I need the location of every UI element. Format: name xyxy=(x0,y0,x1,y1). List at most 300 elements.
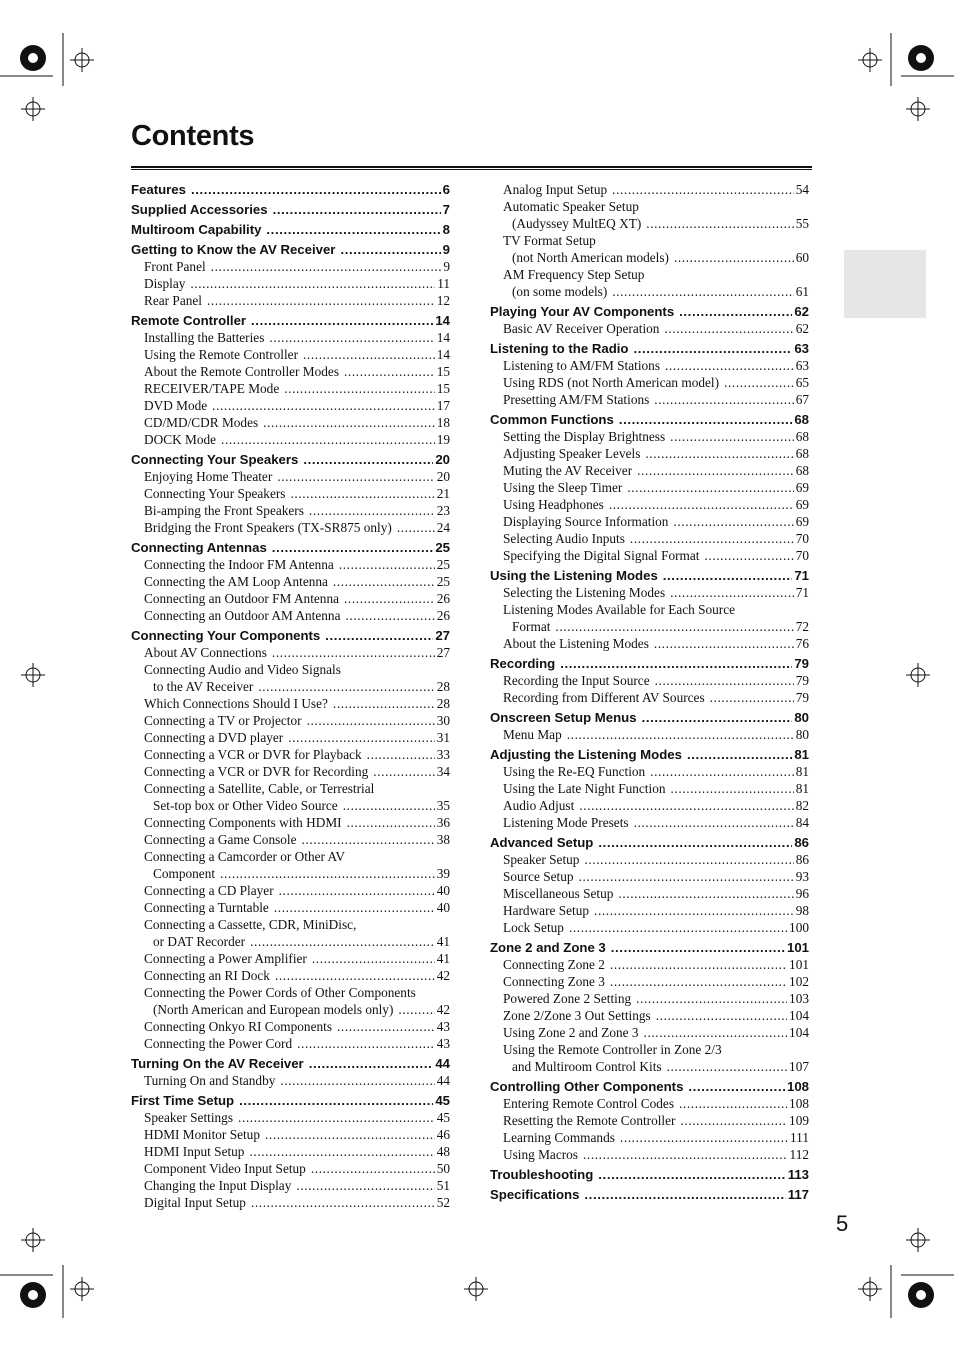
toc-entry-title: DVD Mode xyxy=(144,398,208,413)
toc-page-number: 70 xyxy=(795,531,809,546)
toc-entry-title: Format xyxy=(512,619,551,634)
toc-page-number: 11 xyxy=(437,276,450,291)
toc-entry[interactable] xyxy=(490,1058,809,1075)
toc-entry-title: Learning Commands xyxy=(503,1130,615,1145)
toc-entry-title: Presetting AM/FM Stations xyxy=(503,392,650,407)
toc-entry[interactable] xyxy=(490,814,809,831)
dot-leader xyxy=(373,763,434,780)
toc-entry[interactable] xyxy=(490,513,809,530)
toc-entry-title: Displaying Source Information xyxy=(503,514,669,529)
dot-leader xyxy=(238,1109,435,1126)
dot-leader xyxy=(611,939,785,956)
toc-entry-title: Basic AV Receiver Operation xyxy=(503,321,660,336)
toc-section[interactable] xyxy=(131,1055,450,1072)
toc-entry[interactable] xyxy=(490,232,809,249)
toc-entry[interactable] xyxy=(490,635,809,652)
toc-page-number: 50 xyxy=(436,1161,450,1176)
toc-entry-title: Display xyxy=(144,276,186,291)
dot-leader xyxy=(567,726,794,743)
toc-page-number: 24 xyxy=(436,520,450,535)
dot-leader xyxy=(704,547,793,564)
toc-section[interactable] xyxy=(131,181,450,198)
toc-entry-title: RECEIVER/TAPE Mode xyxy=(144,381,280,396)
toc-section[interactable] xyxy=(131,451,450,468)
toc-entry[interactable] xyxy=(490,868,809,885)
toc-page-number: 25 xyxy=(436,557,450,572)
toc-entry[interactable] xyxy=(490,689,809,706)
toc-entry[interactable] xyxy=(490,1146,809,1163)
toc-entry-title: Source Setup xyxy=(503,869,574,884)
toc-section[interactable] xyxy=(490,939,809,956)
toc-entry-title: Recording the Input Source xyxy=(503,673,650,688)
dot-leader xyxy=(637,462,794,479)
toc-section[interactable] xyxy=(131,539,450,556)
toc-section[interactable] xyxy=(131,221,450,238)
toc-entry-title: Connecting a CD Player xyxy=(144,883,274,898)
toc-page-number: 14 xyxy=(435,313,450,328)
dot-leader xyxy=(266,221,440,238)
toc-entry-title: Connecting a Turntable xyxy=(144,900,269,915)
toc-entry[interactable] xyxy=(131,346,450,363)
dot-leader xyxy=(584,851,793,868)
dot-leader xyxy=(609,496,794,513)
toc-entry[interactable] xyxy=(490,391,809,408)
toc-section[interactable] xyxy=(490,1166,809,1183)
dot-leader xyxy=(650,763,794,780)
toc-page-number: 26 xyxy=(436,591,450,606)
dot-leader xyxy=(663,567,793,584)
toc-entry[interactable] xyxy=(490,780,809,797)
toc-entry[interactable] xyxy=(131,1194,450,1211)
toc-entry-title: Component Video Input Setup xyxy=(144,1161,306,1176)
toc-entry[interactable] xyxy=(490,1129,809,1146)
dot-leader xyxy=(274,899,435,916)
toc-page-number: 9 xyxy=(442,242,450,257)
toc-page-number: 62 xyxy=(794,304,809,319)
toc-entry[interactable] xyxy=(490,618,809,635)
toc-entry[interactable] xyxy=(490,547,809,564)
toc-entry-title: Using the Sleep Timer xyxy=(503,480,623,495)
toc-page-number: 40 xyxy=(436,900,450,915)
toc-page-number: 12 xyxy=(436,293,450,308)
toc-entry-title: Entering Remote Control Codes xyxy=(503,1096,674,1111)
toc-entry[interactable] xyxy=(131,258,450,275)
toc-page-number: 28 xyxy=(436,696,450,711)
toc-page-number: 68 xyxy=(795,463,809,478)
toc-entry[interactable] xyxy=(131,607,450,624)
dot-leader xyxy=(275,967,435,984)
toc-entry-title: Connecting Your Components xyxy=(131,628,321,643)
toc-entry-title: Menu Map xyxy=(503,727,562,742)
toc-entry[interactable] xyxy=(490,215,809,232)
toc-page-number: 69 xyxy=(795,497,809,512)
toc-entry-title: HDMI Input Setup xyxy=(144,1144,245,1159)
toc-page-number: 44 xyxy=(435,1056,450,1071)
toc-page-number: 43 xyxy=(436,1019,450,1034)
dot-leader xyxy=(251,1194,435,1211)
toc-entry[interactable] xyxy=(131,502,450,519)
toc-page-number: 25 xyxy=(436,574,450,589)
toc-page-number: 44 xyxy=(436,1073,450,1088)
toc-entry-title: Using RDS (not North American model) xyxy=(503,375,720,390)
toc-page-number: 48 xyxy=(436,1144,450,1159)
toc-page-number: 20 xyxy=(435,452,450,467)
toc-section[interactable] xyxy=(490,1078,809,1095)
toc-entry[interactable] xyxy=(131,984,450,1001)
toc-section[interactable] xyxy=(131,312,450,329)
toc-entry[interactable] xyxy=(131,468,450,485)
dot-leader xyxy=(307,712,435,729)
dot-leader xyxy=(190,275,435,292)
toc-entry[interactable] xyxy=(131,1001,450,1018)
toc-section[interactable] xyxy=(131,1092,450,1109)
toc-section[interactable] xyxy=(490,340,809,357)
toc-entry[interactable] xyxy=(490,851,809,868)
toc-entry-title: Using Macros xyxy=(503,1147,578,1162)
dot-leader xyxy=(333,573,435,590)
page-title: Contents xyxy=(131,120,255,152)
toc-page-number: 98 xyxy=(795,903,809,918)
toc-entry-title: Connecting Onkyo RI Components xyxy=(144,1019,332,1034)
toc-entry-title: DOCK Mode xyxy=(144,432,217,447)
toc-entry[interactable] xyxy=(490,1041,809,1058)
toc-page-number: 108 xyxy=(789,1096,809,1111)
toc-page-number: 27 xyxy=(436,645,450,660)
toc-page-number: 80 xyxy=(795,727,809,742)
toc-page-number: 31 xyxy=(436,730,450,745)
toc-entry[interactable] xyxy=(131,950,450,967)
toc-entry[interactable] xyxy=(131,292,450,309)
toc-entry[interactable] xyxy=(131,590,450,607)
toc-entry-title: (on some models) xyxy=(512,284,608,299)
dot-leader xyxy=(680,1112,787,1129)
toc-entry[interactable] xyxy=(490,181,809,198)
toc-entry-title: Rear Panel xyxy=(144,293,202,308)
toc-section[interactable] xyxy=(490,567,809,584)
toc-entry[interactable] xyxy=(490,320,809,337)
dot-leader xyxy=(279,882,435,899)
toc-entry[interactable] xyxy=(131,780,450,797)
toc-section[interactable] xyxy=(131,627,450,644)
toc-entry[interactable] xyxy=(131,933,450,950)
toc-entry-title: Multiroom Capability xyxy=(131,222,262,237)
toc-entry[interactable] xyxy=(131,397,450,414)
dot-leader xyxy=(398,1001,434,1018)
toc-entry[interactable] xyxy=(490,919,809,936)
dot-leader xyxy=(579,797,793,814)
dot-leader xyxy=(583,1146,788,1163)
toc-page-number: 6 xyxy=(442,182,450,197)
toc-entry-title: Bridging the Front Speakers (TX-SR875 only) xyxy=(144,520,392,535)
toc-entry[interactable] xyxy=(490,726,809,743)
toc-page-number: 62 xyxy=(795,321,809,336)
dot-leader xyxy=(258,678,434,695)
toc-section[interactable] xyxy=(490,709,809,726)
toc-page-number: 46 xyxy=(436,1127,450,1142)
toc-entry-title: Muting the AV Receiver xyxy=(503,463,633,478)
toc-entry-title: Advanced Setup xyxy=(490,835,594,850)
toc-page-number: 109 xyxy=(789,1113,809,1128)
toc-entry-title: Connecting a Cassette, CDR, MiniDisc, xyxy=(144,917,357,932)
toc-entry[interactable] xyxy=(131,882,450,899)
toc-entry[interactable] xyxy=(131,329,450,346)
toc-entry-title: (not North American models) xyxy=(512,250,669,265)
toc-entry[interactable] xyxy=(490,357,809,374)
toc-entry[interactable] xyxy=(131,363,450,380)
dot-leader xyxy=(221,431,435,448)
toc-entry[interactable] xyxy=(490,902,809,919)
toc-entry[interactable] xyxy=(131,678,450,695)
toc-entry[interactable] xyxy=(131,380,450,397)
toc-entry[interactable] xyxy=(490,1007,809,1024)
toc-entry-title: Listening Modes Available for Each Source xyxy=(503,602,736,617)
toc-entry-title: or DAT Recorder xyxy=(153,934,246,949)
toc-entry[interactable] xyxy=(131,1177,450,1194)
toc-page-number: 79 xyxy=(795,690,809,705)
toc-entry[interactable] xyxy=(490,283,809,300)
toc-entry[interactable] xyxy=(131,899,450,916)
toc-page-number: 34 xyxy=(436,764,450,779)
toc-entry[interactable] xyxy=(490,973,809,990)
toc-entry[interactable] xyxy=(490,584,809,601)
toc-entry-title: Getting to Know the AV Receiver xyxy=(131,242,336,257)
toc-entry[interactable] xyxy=(490,601,809,618)
dot-leader xyxy=(612,181,794,198)
toc-entry-title: First Time Setup xyxy=(131,1093,235,1108)
toc-entry[interactable] xyxy=(131,1109,450,1126)
toc-page-number: 72 xyxy=(795,619,809,634)
title-rule xyxy=(131,166,812,170)
dot-leader xyxy=(333,695,435,712)
toc-entry[interactable] xyxy=(490,530,809,547)
dot-leader xyxy=(220,865,435,882)
toc-page-number: 35 xyxy=(436,798,450,813)
toc-entry[interactable] xyxy=(131,1126,450,1143)
section-tab xyxy=(844,250,926,318)
dot-leader xyxy=(654,391,793,408)
toc-left-column xyxy=(131,181,450,1211)
toc-entry-title: Using the Listening Modes xyxy=(490,568,658,583)
dot-leader xyxy=(598,1166,785,1183)
toc-page-number: 54 xyxy=(795,182,809,197)
dot-leader xyxy=(288,729,434,746)
toc-entry[interactable] xyxy=(131,431,450,448)
toc-page-number: 70 xyxy=(795,548,809,563)
dot-leader xyxy=(710,689,794,706)
toc-page-number: 61 xyxy=(795,284,809,299)
dot-leader xyxy=(724,374,794,391)
toc-entry[interactable] xyxy=(490,462,809,479)
toc-page-number: 33 xyxy=(436,747,450,762)
toc-entry[interactable] xyxy=(490,374,809,391)
toc-entry-title: Adjusting the Listening Modes xyxy=(490,747,682,762)
toc-page-number: 93 xyxy=(795,869,809,884)
toc-section[interactable] xyxy=(490,1186,809,1203)
toc-page-number: 41 xyxy=(436,934,450,949)
dot-leader xyxy=(290,485,434,502)
toc-entry[interactable] xyxy=(131,916,450,933)
toc-page-number: 26 xyxy=(436,608,450,623)
toc-entry-title: Connecting Your Speakers xyxy=(131,452,299,467)
toc-entry[interactable] xyxy=(131,573,450,590)
dot-leader xyxy=(598,834,792,851)
toc-entry[interactable] xyxy=(490,672,809,689)
toc-section[interactable] xyxy=(131,201,450,218)
toc-entry[interactable] xyxy=(131,414,450,431)
dot-leader xyxy=(610,956,787,973)
toc-page-number: 8 xyxy=(442,222,450,237)
toc-page-number: 101 xyxy=(786,940,809,955)
toc-entry-title: Controlling Other Components xyxy=(490,1079,684,1094)
toc-page-number: 55 xyxy=(795,216,809,231)
toc-page-number: 43 xyxy=(436,1036,450,1051)
toc-page-number: 71 xyxy=(795,585,809,600)
toc-entry[interactable] xyxy=(131,275,450,292)
dot-leader xyxy=(569,919,787,936)
toc-entry[interactable] xyxy=(490,797,809,814)
toc-page-number: 104 xyxy=(789,1008,809,1023)
dot-leader xyxy=(610,973,787,990)
toc-entry[interactable] xyxy=(131,729,450,746)
toc-entry[interactable] xyxy=(131,848,450,865)
toc-entry[interactable] xyxy=(490,428,809,445)
toc-entry-title: Selecting Audio Inputs xyxy=(503,531,625,546)
toc-page-number: 86 xyxy=(794,835,809,850)
toc-entry-title: Selecting the Listening Modes xyxy=(503,585,666,600)
toc-entry[interactable] xyxy=(490,479,809,496)
toc-entry[interactable] xyxy=(131,1143,450,1160)
toc-page-number: 60 xyxy=(795,250,809,265)
dot-leader xyxy=(269,329,434,346)
toc-entry-title: Adjusting Speaker Levels xyxy=(503,446,641,461)
toc-page-number: 52 xyxy=(436,1195,450,1210)
toc-page-number: 30 xyxy=(436,713,450,728)
toc-entry[interactable] xyxy=(131,485,450,502)
dot-leader xyxy=(655,672,794,689)
toc-entry[interactable] xyxy=(131,967,450,984)
toc-entry[interactable] xyxy=(131,865,450,882)
toc-entry[interactable] xyxy=(131,797,450,814)
toc-entry-title: Onscreen Setup Menus xyxy=(490,710,637,725)
toc-entry[interactable] xyxy=(490,249,809,266)
dot-leader xyxy=(249,1143,434,1160)
toc-entry[interactable] xyxy=(490,266,809,283)
toc-section[interactable] xyxy=(490,303,809,320)
dot-leader xyxy=(634,814,794,831)
toc-entry-title: Connecting Components with HDMI xyxy=(144,815,342,830)
toc-entry[interactable] xyxy=(131,763,450,780)
toc-entry[interactable] xyxy=(490,885,809,902)
toc-entry[interactable] xyxy=(490,445,809,462)
page-number: 5 xyxy=(836,1211,849,1236)
toc-page-number: 36 xyxy=(436,815,450,830)
toc-page-number: 111 xyxy=(790,1130,809,1145)
toc-page-number: 40 xyxy=(436,883,450,898)
toc-entry-title: Connecting an Outdoor AM Antenna xyxy=(144,608,341,623)
toc-entry-title: CD/MD/CDR Modes xyxy=(144,415,259,430)
toc-section[interactable] xyxy=(490,411,809,428)
toc-page-number: 28 xyxy=(436,679,450,694)
toc-section[interactable] xyxy=(490,746,809,763)
dot-leader xyxy=(673,513,793,530)
toc-page-number: 9 xyxy=(443,259,450,274)
dot-leader xyxy=(688,1078,785,1095)
dot-leader xyxy=(280,1072,434,1089)
dot-leader xyxy=(665,357,794,374)
toc-section[interactable] xyxy=(131,241,450,258)
toc-entry[interactable] xyxy=(490,763,809,780)
toc-page-number: 80 xyxy=(794,710,809,725)
toc-entry[interactable] xyxy=(131,519,450,536)
toc-page-number: 68 xyxy=(795,446,809,461)
toc-entry[interactable] xyxy=(131,556,450,573)
toc-entry[interactable] xyxy=(131,712,450,729)
toc-entry-title: Resetting the Remote Controller xyxy=(503,1113,676,1128)
toc-entry[interactable] xyxy=(131,695,450,712)
toc-entry[interactable] xyxy=(490,198,809,215)
toc-entry-title: Enjoying Home Theater xyxy=(144,469,273,484)
toc-entry[interactable] xyxy=(490,496,809,513)
dot-leader xyxy=(674,249,794,266)
toc-entry-title: Listening to AM/FM Stations xyxy=(503,358,660,373)
toc-entry[interactable] xyxy=(131,831,450,848)
toc-entry[interactable] xyxy=(131,814,450,831)
toc-entry[interactable] xyxy=(131,1035,450,1052)
dot-leader xyxy=(645,445,793,462)
toc-entry[interactable] xyxy=(131,661,450,678)
toc-entry-title: Which Connections Should I Use? xyxy=(144,696,328,711)
toc-entry-title: Zone 2/Zone 3 Out Settings xyxy=(503,1008,651,1023)
toc-entry[interactable] xyxy=(131,1072,450,1089)
toc-section[interactable] xyxy=(490,834,809,851)
toc-entry-title: Using the Remote Controller in Zone 2/3 xyxy=(503,1042,722,1057)
toc-entry[interactable] xyxy=(131,746,450,763)
dot-leader xyxy=(664,320,793,337)
dot-leader xyxy=(644,1024,788,1041)
toc-section[interactable] xyxy=(490,655,809,672)
toc-entry-title: to the AV Receiver xyxy=(153,679,254,694)
toc-entry[interactable] xyxy=(490,990,809,1007)
toc-entry-title: Bi-amping the Front Speakers xyxy=(144,503,304,518)
dot-leader xyxy=(679,1095,787,1112)
toc-entry-title: Listening to the Radio xyxy=(490,341,629,356)
toc-page-number: 69 xyxy=(795,514,809,529)
toc-entry[interactable] xyxy=(490,956,809,973)
toc-entry[interactable] xyxy=(131,1018,450,1035)
toc-page-number: 102 xyxy=(789,974,809,989)
toc-entry[interactable] xyxy=(490,1095,809,1112)
toc-entry-title: Installing the Batteries xyxy=(144,330,265,345)
toc-entry-title: Connecting Antennas xyxy=(131,540,267,555)
toc-entry[interactable] xyxy=(131,1160,450,1177)
toc-entry-title: Connecting a VCR or DVR for Playback xyxy=(144,747,362,762)
toc-page-number: 67 xyxy=(795,392,809,407)
toc-entry[interactable] xyxy=(131,644,450,661)
toc-entry[interactable] xyxy=(490,1024,809,1041)
toc-entry-title: Connecting Audio and Video Signals xyxy=(144,662,341,677)
toc-entry[interactable] xyxy=(490,1112,809,1129)
dot-leader xyxy=(670,428,794,445)
toc-page-number: 103 xyxy=(789,991,809,1006)
dot-leader xyxy=(297,1035,435,1052)
toc-page-number: 45 xyxy=(435,1093,450,1108)
toc-entry-title: Supplied Accessories xyxy=(131,202,268,217)
dot-leader xyxy=(337,1018,435,1035)
dot-leader xyxy=(344,590,435,607)
dot-leader xyxy=(239,1092,433,1109)
toc-page-number: 81 xyxy=(794,747,809,762)
toc-entry-title: Powered Zone 2 Setting xyxy=(503,991,632,1006)
